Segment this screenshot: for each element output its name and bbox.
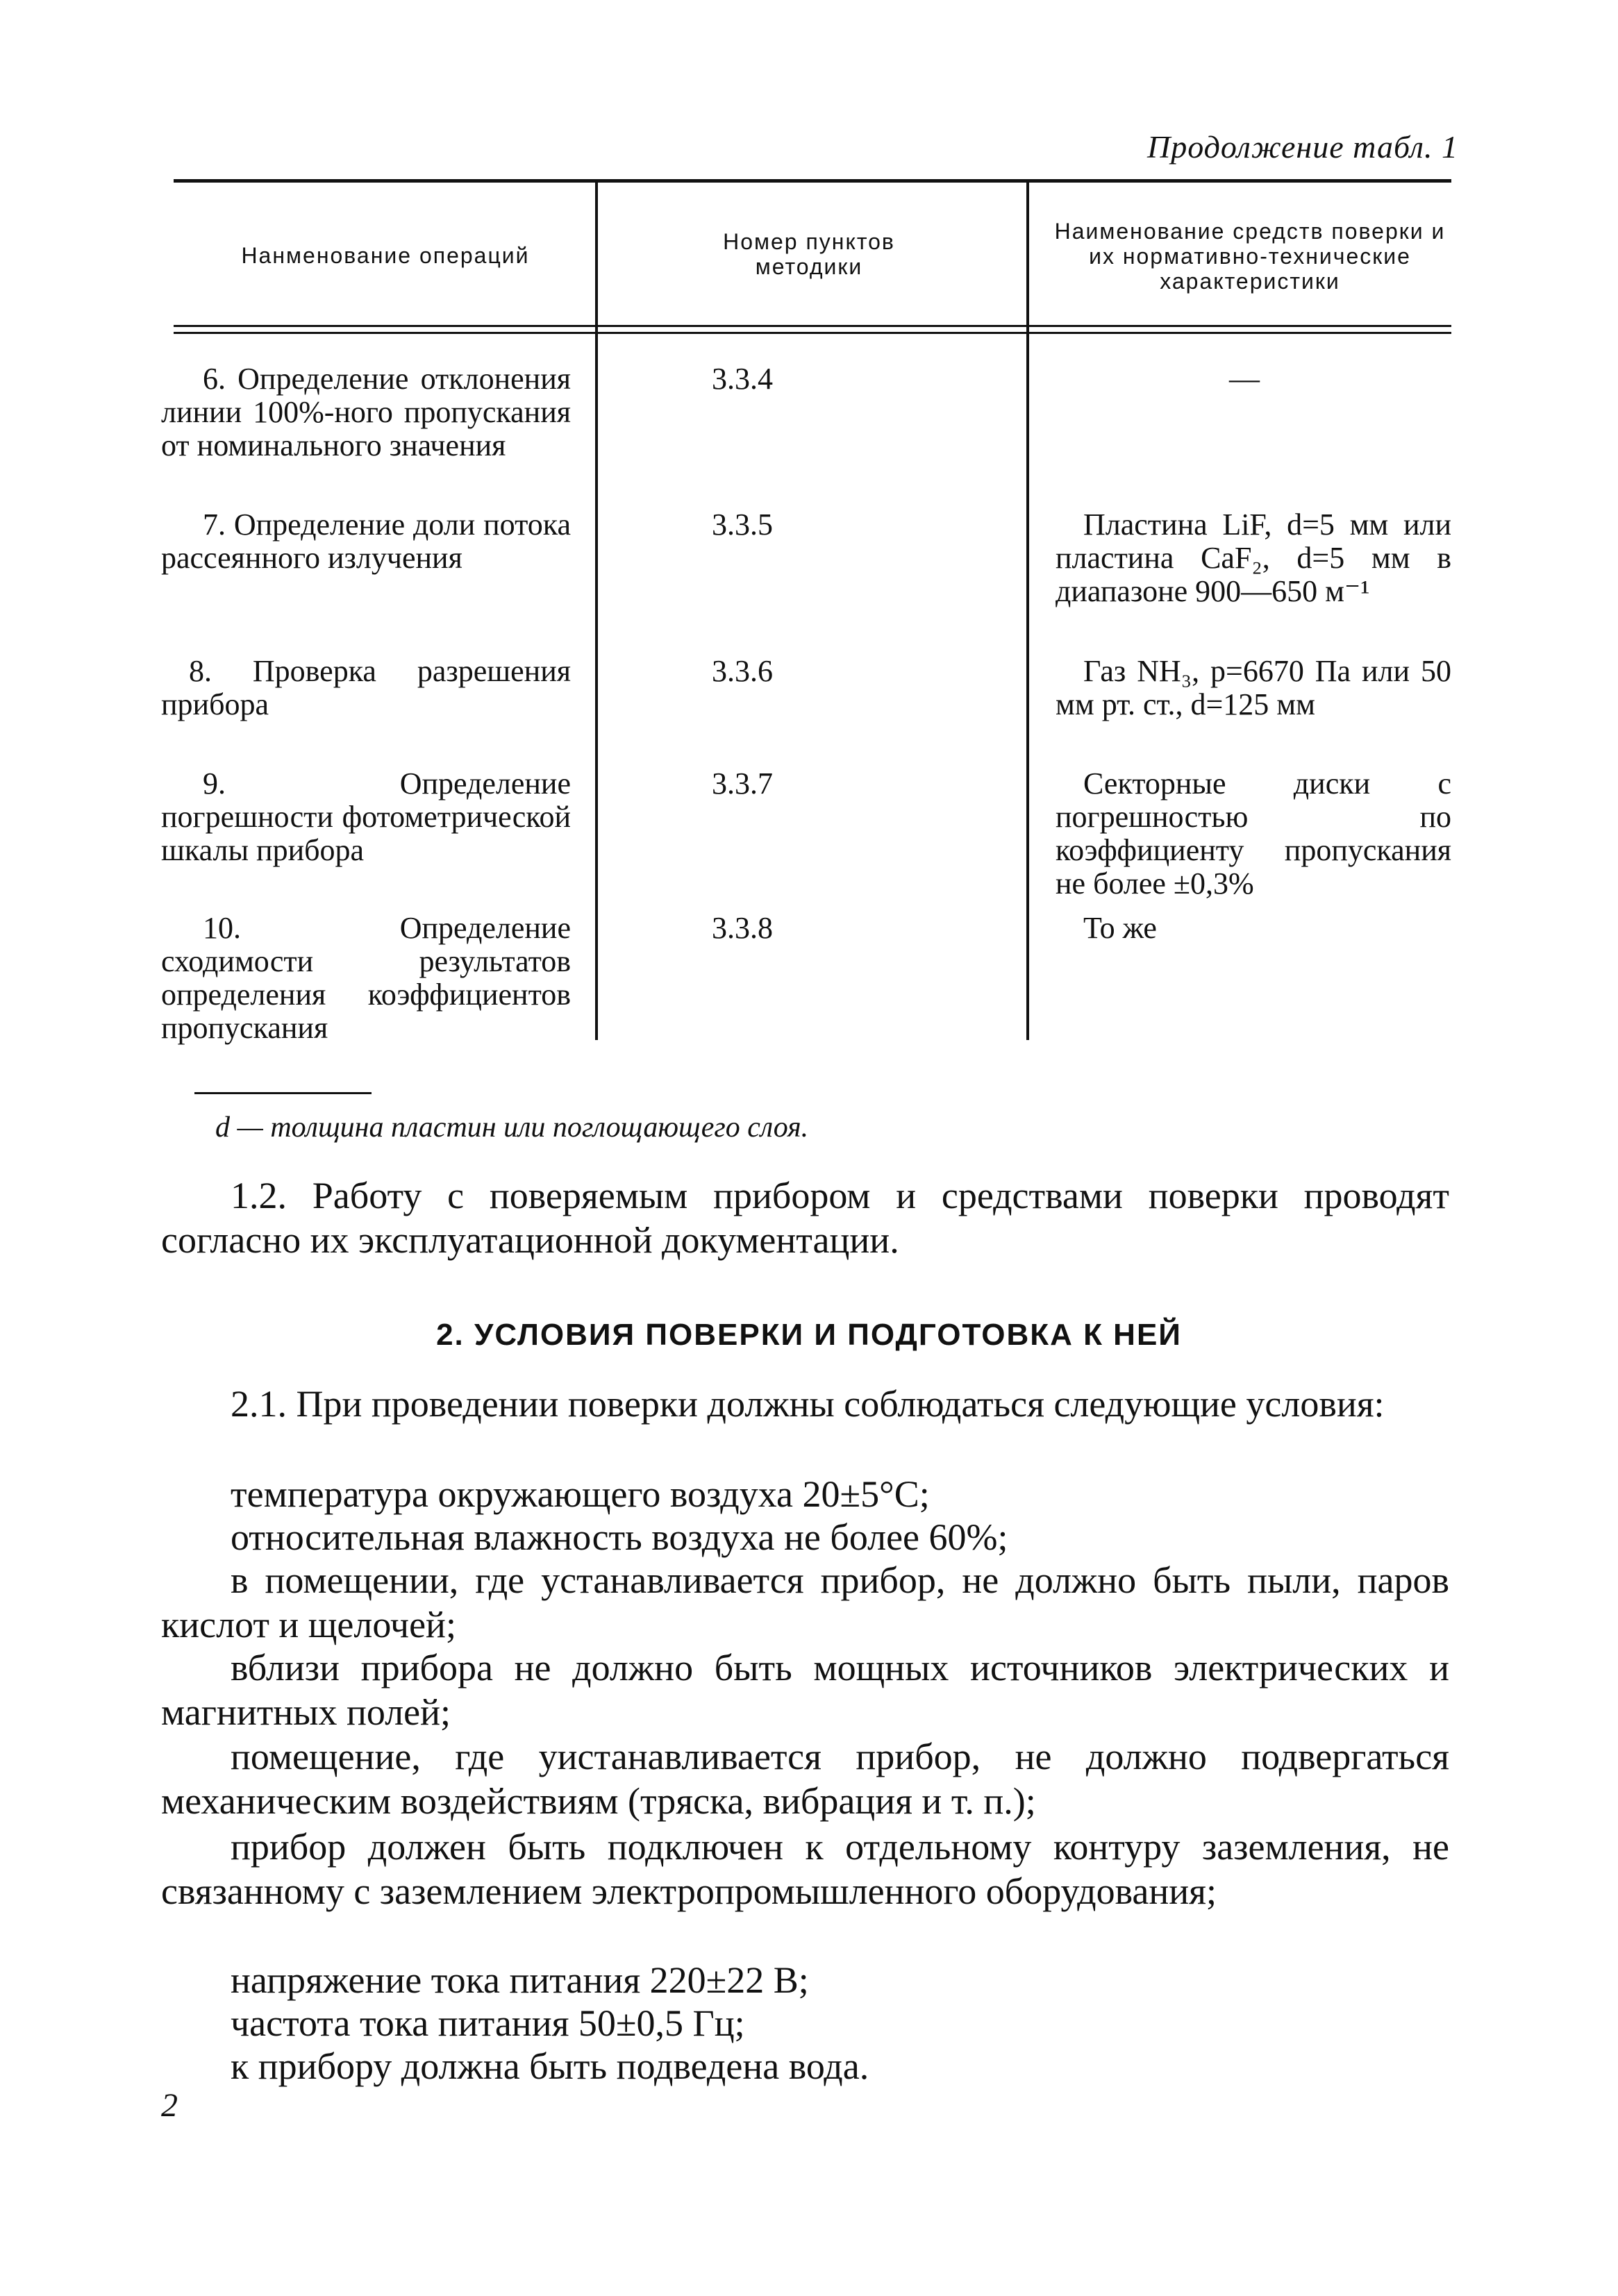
page-number: 2 bbox=[161, 2087, 178, 2124]
condition-vibration: помещение, где уистанавливается прибор, не должно подвергаться механическим воздействиям (тряска, вибрация и т. п.); bbox=[161, 1736, 1449, 1822]
footnote-separator bbox=[194, 1092, 372, 1094]
table-row-10-means: То же bbox=[1083, 911, 1157, 945]
table-row-10-operation: 10. Определение сходимости результатов определения коэффициентов пропускания bbox=[161, 911, 571, 1045]
table-row-7-item: 3.3.5 bbox=[712, 508, 773, 542]
condition-humidity: относительная влажность воздуха не более 60%; bbox=[231, 1516, 1008, 1558]
table-header-rule-1 bbox=[174, 325, 1451, 327]
condition-dust: в помещении, где устанавливается прибор, не должно быть пыли, паров кислот и щелочей; bbox=[161, 1559, 1449, 1645]
condition-grounding: прибор должен быть подключен к отдельному контуру заземления, не связанному с заземлением электропромышленного оборудования; bbox=[161, 1826, 1449, 1912]
column-header-operation: Нанменование операций bbox=[241, 243, 530, 268]
table-top-rule bbox=[174, 179, 1451, 183]
table-row-8-means: Газ NH₃, p=6670 Па или 50 мм рт. ст., d=125 мм bbox=[1056, 654, 1451, 721]
section-2-title: 2. УСЛОВИЯ ПОВЕРКИ И ПОДГОТОВКА К НЕЙ bbox=[436, 1318, 1182, 1352]
column-header-item: Номер пунктов методики bbox=[723, 229, 895, 279]
paragraph-2-1: 2.1. При проведении поверки должны соблюдаться следующие условия: bbox=[231, 1383, 1385, 1425]
table-header-rule-2 bbox=[174, 332, 1451, 334]
table-row-7-means: Пластина LiF, d=5 мм или пластина CaF₂, d=5 мм в диапазоне 900—650 м⁻¹ bbox=[1056, 508, 1451, 608]
table-row-8-item: 3.3.6 bbox=[712, 654, 773, 688]
table-row-10-item: 3.3.8 bbox=[712, 911, 773, 945]
table-row-9-means: Секторные диски с погрешностью по коэффициенту пропускания не более ±0,3% bbox=[1056, 766, 1451, 900]
condition-voltage: напряжение тока питания 220±22 В; bbox=[231, 1959, 809, 2001]
table-row-6-means: — bbox=[1229, 362, 1260, 396]
table-row-9-item: 3.3.7 bbox=[712, 766, 773, 801]
footnote: d — толщина пластин или поглощающего слоя. bbox=[215, 1112, 809, 1143]
column-divider-1 bbox=[595, 179, 598, 1040]
table-row-6-item: 3.3.4 bbox=[712, 362, 773, 396]
table-row-8-operation: 8. Проверка разрешения прибора bbox=[161, 654, 571, 721]
table-row-6-operation: 6. Определение отклонения линии 100%-ного пропускания от номинального значения bbox=[161, 362, 571, 462]
condition-water: к прибору должна быть подведена вода. bbox=[231, 2045, 869, 2087]
table-continuation-label: Продолжение табл. 1 bbox=[1147, 129, 1458, 165]
condition-fields: вблизи прибора не должно быть мощных источников электрических и магнитных полей; bbox=[161, 1647, 1449, 1733]
paragraph-1-2: 1.2. Работу с поверяемым прибором и средствами поверки проводят согласно их эксплуатационной документации. bbox=[161, 1175, 1449, 1261]
condition-frequency: частота тока питания 50±0,5 Гц; bbox=[231, 2002, 745, 2044]
column-divider-2 bbox=[1026, 179, 1029, 1040]
table-row-7-operation: 7. Определение доли потока рассеянного излучения bbox=[161, 508, 571, 575]
column-header-means: Наименование средств поверки и их нормативно-технические характеристики bbox=[1054, 219, 1446, 294]
table-row-9-operation: 9. Определение погрешности фотометрической шкалы прибора bbox=[161, 766, 571, 867]
condition-temperature: температура окружающего воздуха 20±5°С; bbox=[231, 1473, 930, 1515]
